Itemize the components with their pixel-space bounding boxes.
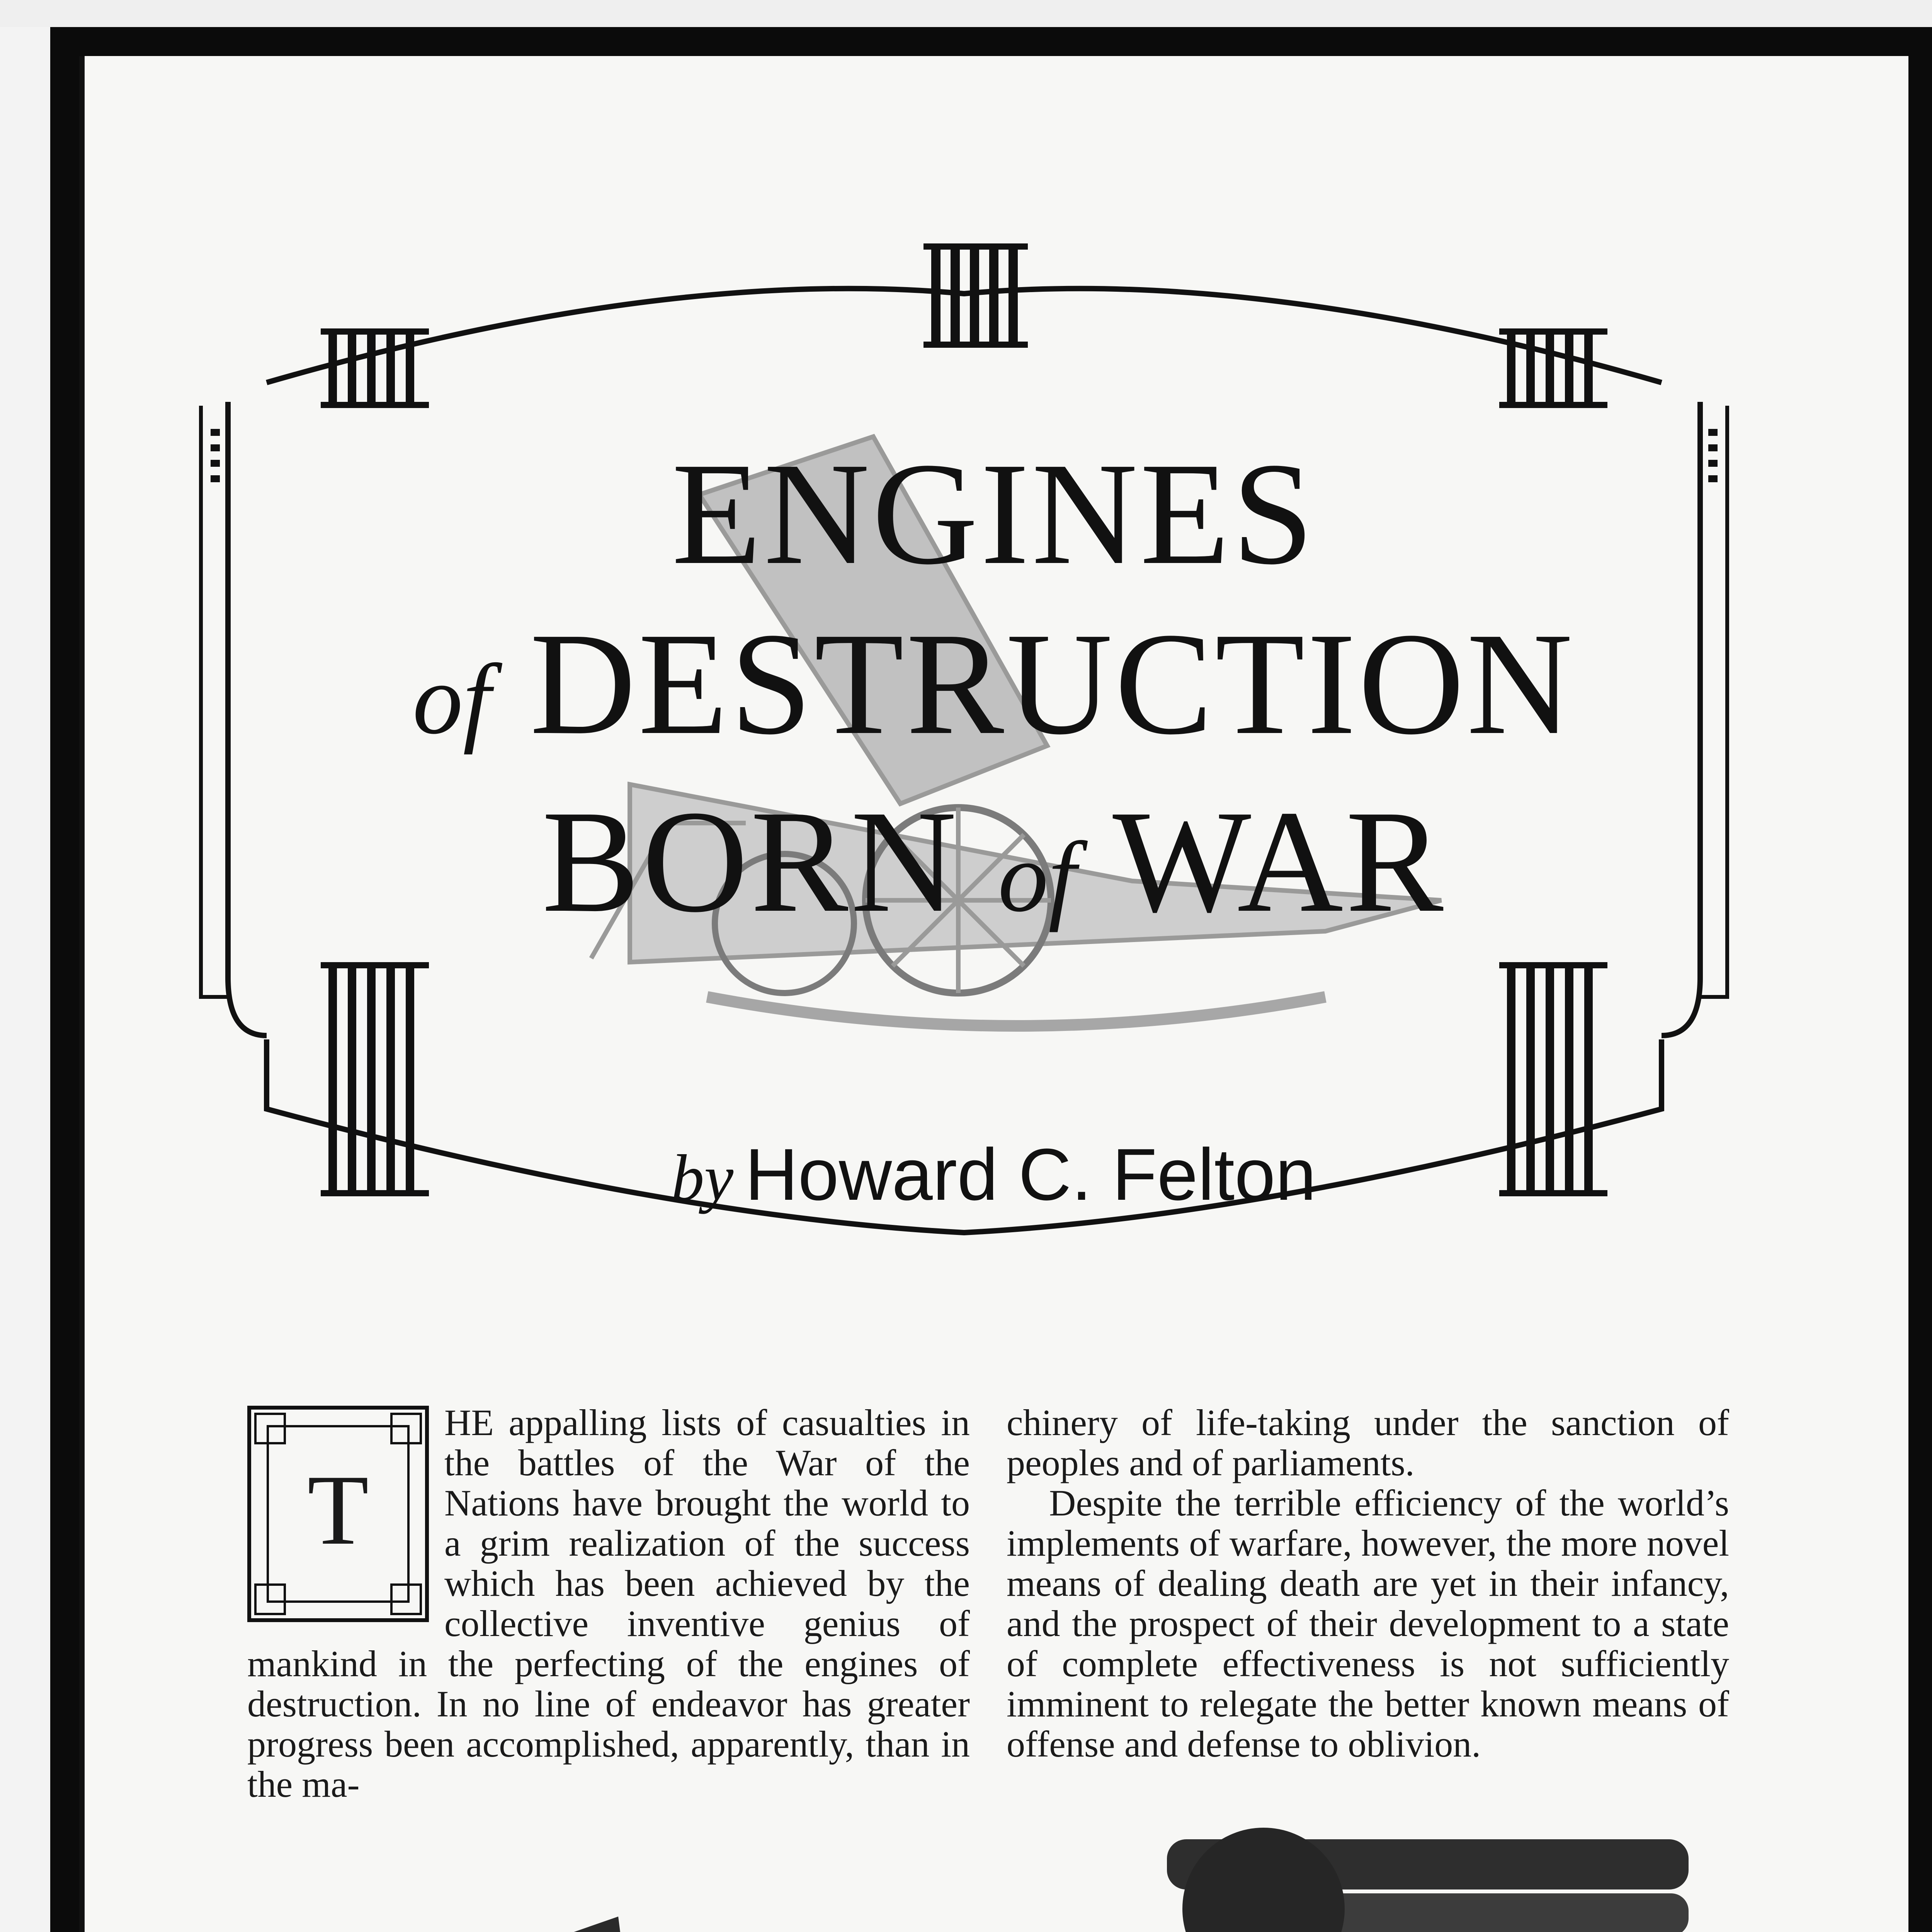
headline-line-3 bbox=[0, 780, 1932, 954]
byline-by: by bbox=[671, 1141, 734, 1214]
headline-word-war: WAR bbox=[1112, 780, 1446, 943]
siege-mortar-photo bbox=[240, 1816, 1747, 1932]
byline bbox=[0, 1132, 1932, 1220]
headline-word-engines: ENGINES bbox=[672, 432, 1316, 595]
article-paragraph: chinery of life-taking under the sanction of peoples and of parliaments. bbox=[1007, 1402, 1729, 1483]
article-column-left bbox=[247, 1403, 970, 1804]
article-paragraph: HE appalling lists of casualties in the battles of the War of the Nations have brought the world to a grim realization of the success which has been achieved by the collective inventive genius of mankind in the perfecting of the engines of destruction. In no line of endeavor has greater progress been accomplished, apparently, than in the ma- bbox=[247, 1402, 970, 1805]
article-paragraph: Despite the terrible efficiency of the world’s implements of warfare, however, the more novel means of dealing death are yet in their infancy, and the prospect of their development to a state of complete effectiveness is not sufficiently imminent to relegate the better known means of offense and defense to oblivion. bbox=[1007, 1482, 1729, 1765]
byline-author: Howard C. Felton bbox=[745, 1134, 1316, 1216]
headline-line-2 bbox=[0, 602, 1932, 777]
article-column-right bbox=[1007, 1403, 1729, 1764]
headline-word-destruction: DESTRUCTION bbox=[530, 602, 1575, 765]
headline-word-born: BORN bbox=[542, 780, 959, 943]
headline-word-of: of bbox=[412, 644, 491, 755]
scan-left-page-edge bbox=[0, 27, 50, 1932]
scan-top-edge bbox=[0, 0, 1932, 27]
headline-word-of-2: of bbox=[998, 821, 1077, 933]
dropcap-ornament bbox=[247, 1406, 429, 1622]
dropcap-letter: T bbox=[307, 1454, 369, 1566]
siege-mortar-illustration bbox=[240, 1816, 1747, 1932]
headline-line-1 bbox=[0, 432, 1932, 595]
